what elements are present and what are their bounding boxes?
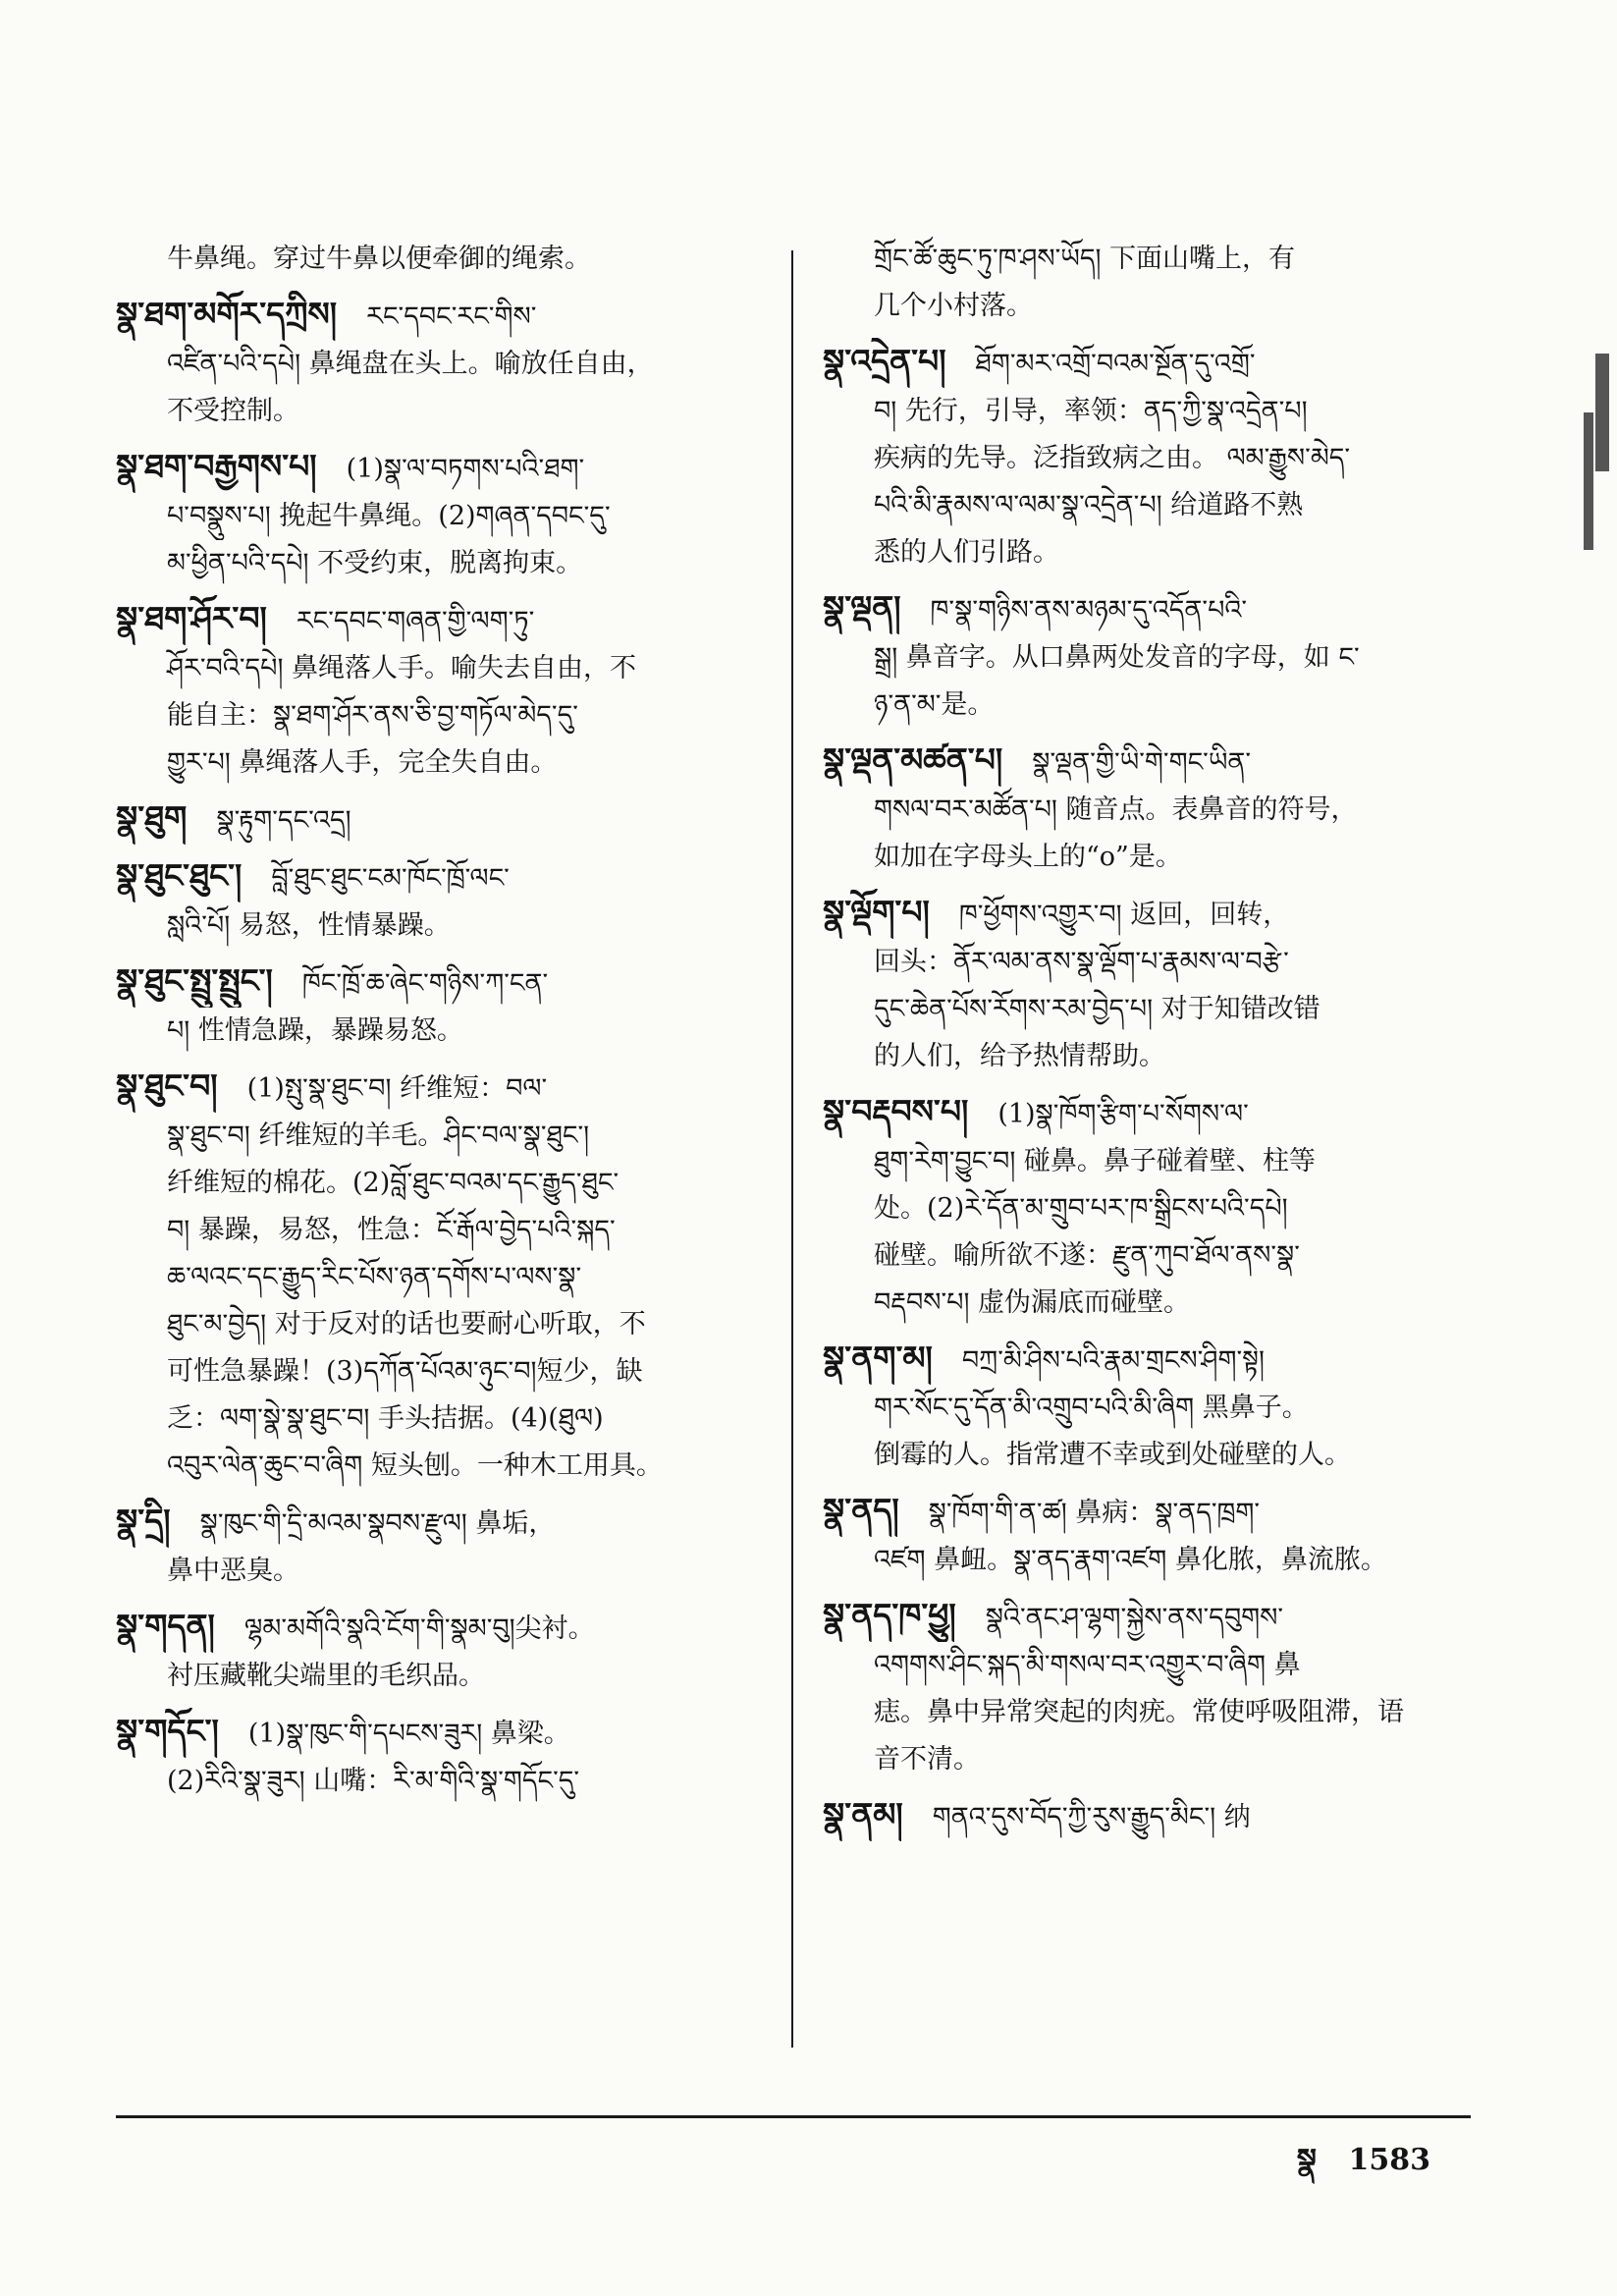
dictionary-entry [823, 1335, 1461, 1479]
entry-text: སྣ་ཁུང་གི་དྲི་མའམ་སྣབས་རྫུལ། 鼻垢， [199, 1508, 556, 1539]
dictionary-entry [116, 1603, 764, 1700]
scan-edge-mark [1584, 412, 1593, 550]
scan-edge-mark [1595, 354, 1609, 471]
entry-line [823, 682, 1461, 729]
entry-line [116, 645, 764, 692]
entry-text: སྣ་ཁོག་གི་ན་ཚ། 鼻病：སྣ་ནད་ཁྲག་ [928, 1498, 1261, 1528]
page-number: 1583 [1348, 2143, 1430, 2177]
entry-line [116, 443, 764, 493]
right-column [823, 236, 1461, 1849]
column-divider [791, 250, 793, 2048]
entry-text: གར་སོང་དུ་དོན་མི་འགྲུབ་པའི་མི་ཞིག 黑鼻子。 [874, 1393, 1309, 1423]
entry-text: པའི་མི་རྣམས་ལ་ལམ་སྣ་འདྲེན་པ། 给道路不熟 [874, 490, 1304, 520]
entry-text: 不受控制。 [167, 396, 299, 426]
entry-text: 几个小村落。 [874, 291, 1033, 321]
entry-line [823, 1487, 1461, 1537]
entry-headword: སྣ་དྲི། [116, 1502, 171, 1540]
entry-line [116, 291, 764, 341]
dictionary-entry [823, 1487, 1461, 1584]
entry-line [116, 1758, 764, 1805]
entry-text: གསལ་བར་མཚོན་པ། 随音点。表鼻音的符号， [874, 794, 1358, 825]
entry-text: ཐོག་མར་འགྲོ་བའམ་སྔོན་དུ་འགྲོ་ [975, 349, 1256, 379]
entry-headword: སྣ་ཐུང་ཐུང་། [116, 856, 243, 895]
entry-text: ཁ་སྣ་གཉིས་ནས་མཉམ་དུ་འདོན་པའི་ [930, 595, 1248, 626]
entry-line [116, 595, 764, 645]
entry-line [116, 493, 764, 540]
entry-text: ཁོང་ཁྲོ་ཆ་ཞེང་གཉིས་ཀ་ངན་ [301, 968, 549, 999]
entry-text: ཁ་ཕྱོགས་འགྱུར་བ། 返回，回转， [958, 900, 1290, 930]
entry-line [823, 338, 1461, 388]
entry-line [116, 1063, 764, 1113]
entry-line [116, 1113, 764, 1160]
entry-line [823, 283, 1461, 330]
entry-line [116, 1708, 764, 1758]
entry-line [823, 1185, 1461, 1232]
entry-headword: སྣ་ལྡན། [823, 588, 901, 627]
entry-headword: སྣ་བརྡབས་པ། [823, 1092, 969, 1130]
entry-text: 音不清。 [874, 1744, 980, 1775]
entry-text: 能自主：སྣ་ཐག་ཤོར་ནས་ཅི་བྱ་གཏོལ་མེད་དུ་ [167, 700, 578, 731]
entry-line [116, 1254, 764, 1301]
entry-line [116, 1207, 764, 1254]
entry-line [116, 341, 764, 388]
dictionary-entry [823, 236, 1461, 330]
entry-line [116, 794, 764, 845]
entry-line [823, 1537, 1461, 1584]
entry-line [116, 540, 764, 587]
entry-line [116, 957, 764, 1008]
entry-text: འཛག 鼻衄。སྣ་ནད་རྣག་འཛག 鼻化脓，鼻流脓。 [874, 1545, 1387, 1575]
entry-line [823, 1232, 1461, 1280]
entry-line [116, 1498, 764, 1548]
page-footer [1275, 2127, 1430, 2210]
entry-text: རང་དབང་གཞན་གྱི་ལག་ཏུ་ [296, 606, 535, 636]
dictionary-entry [823, 1791, 1461, 1841]
entry-text: གྱུར་པ། 鼻绳落人手，完全失自由。 [167, 747, 558, 778]
entry-text: 乏：ལག་སྣེ་སྣ་ཐུང་བ། 手头拮据。(4)(ཐུལ) [167, 1403, 604, 1434]
entry-text: ཆ་ལའང་དང་རྒྱུད་རིང་པོས་ཉན་དགོས་པ་ལས་སྣ་ [167, 1262, 582, 1292]
entry-text: འགགས་ཤིང་སྐད་མི་གསལ་བར་འགྱུར་བ་ཞིག 鼻 [874, 1650, 1301, 1680]
entry-text: མ་ཕྱིན་པའི་དཔེ། 不受约束，脱离拘束。 [167, 548, 583, 578]
entry-headword: སྣ་ཐུག [116, 798, 188, 837]
entry-text: 碰壁。喻所欲不遂：རྫུན་ཀུབ་ཐོལ་ནས་སྣ་ [874, 1240, 1300, 1271]
entry-text: (1)སྤུ་སྣ་ཐུང་བ། 纤维短：བལ་ [246, 1073, 548, 1104]
entry-text: སླའི་པོ། 易怒，性情暴躁。 [167, 910, 451, 941]
dictionary-entry [823, 584, 1461, 729]
entry-text: བློ་ཐུང་ཐུང་ངམ་ཁོང་ཁྲོ་ལང་ [271, 863, 510, 894]
entry-line [823, 787, 1461, 834]
entry-line [823, 236, 1461, 283]
entry-text: 可性急暴躁！(3)དཀོན་པོའམ་ཉུང་བ།短少，缺 [167, 1356, 643, 1387]
dictionary-entry [823, 737, 1461, 881]
dictionary-entry [116, 1063, 764, 1490]
dictionary-entry [116, 794, 764, 845]
entry-text: ཐུང་མ་བྱེད། 对于反对的话也要耐心听取，不 [167, 1309, 646, 1339]
entry-text: (2)རིའི་སྣ་ཟུར། 山嘴：རི་མ་གིའི་སྣ་གདོང་དུ་ [167, 1766, 580, 1796]
entry-text: 痣。鼻中异常突起的肉疣。常使呼吸阻滞，语 [874, 1697, 1404, 1727]
entry-text: རང་དབང་རང་གིས་ [366, 301, 537, 332]
entry-text: (1)སྣ་ཁུང་གི་དཔངས་ཟུར། 鼻梁。 [247, 1719, 570, 1749]
entry-text: 纤维短的棉花。(2)བློ་ཐུང་བའམ་དང་རྒྱུད་ཐུང་ [167, 1168, 620, 1198]
entry-line [823, 1385, 1461, 1432]
entry-headword: སྣ་ཐག་ཤོར་བ། [116, 599, 267, 637]
entry-line [116, 1548, 764, 1595]
entry-headword: སྣ་འདྲེན་པ། [823, 342, 946, 380]
entry-line [823, 1642, 1461, 1689]
entry-text: འཛིན་པའི་དཔེ། 鼻绳盘在头上。喻放任自由， [167, 349, 654, 379]
dictionary-entry [116, 1498, 764, 1595]
entry-headword: སྣ་ལྡོག་པ། [823, 893, 930, 931]
dictionary-entry [823, 338, 1461, 576]
entry-line [823, 1689, 1461, 1736]
entry-line [116, 1160, 764, 1207]
entry-line [823, 1736, 1461, 1783]
entry-line [116, 1603, 764, 1653]
entry-line [823, 634, 1461, 682]
entry-line [823, 939, 1461, 986]
entry-line [116, 852, 764, 902]
entry-text: བ། 先行，引导，率领：ནད་ཀྱི་སྣ་འདྲེན་པ། [874, 396, 1308, 426]
entry-line [823, 1088, 1461, 1138]
entry-line [823, 1592, 1461, 1642]
entry-headword: སྣ་གདོང་། [116, 1712, 219, 1750]
entry-text: 倒霉的人。指常遭不幸或到处碰壁的人。 [874, 1440, 1351, 1470]
left-column [116, 236, 764, 1813]
entry-text: པ། 性情急躁，暴躁易怒。 [167, 1015, 463, 1046]
entry-text: བརྡབས་པ། 虚伪漏底而碰壁。 [874, 1287, 1191, 1318]
entry-text: བཀྲ་མི་ཤིས་པའི་རྣམ་གྲངས་ཤིག་སྟེ། [961, 1345, 1266, 1376]
entry-line [116, 902, 764, 950]
entry-line [823, 435, 1461, 482]
entry-line [116, 1348, 764, 1395]
entry-line [823, 1138, 1461, 1185]
entry-text: ཐུག་རེག་བྱུང་བ། 碰鼻。鼻子碰着壁、柱等 [874, 1146, 1316, 1176]
entry-line [823, 388, 1461, 435]
entry-text: པ་བསྣུས་པ། 挽起牛鼻绳。(2)གཞན་དབང་དུ་ [167, 501, 611, 531]
entry-headword: སྣ་ནམ། [823, 1795, 903, 1833]
entry-headword: སྣ་ལྡན་མཚན་པ། [823, 740, 1003, 779]
entry-line [116, 692, 764, 739]
entry-line [116, 1008, 764, 1055]
entry-line [823, 529, 1461, 576]
entry-line [823, 986, 1461, 1033]
dictionary-entry [823, 1088, 1461, 1327]
entry-text: 的人们，给予热情帮助。 [874, 1041, 1165, 1071]
running-head: སྣ [1296, 2143, 1318, 2177]
entry-text: སྣ་རྟུག་དང་འདྲ། [216, 805, 351, 836]
entry-text: 处。(2)རེ་དོན་མ་གྲུབ་པར་ཁ་སྒྲིངས་པའི་དཔེ། [874, 1193, 1288, 1224]
entry-line [116, 236, 764, 283]
entry-text: (1)སྣ་ལ་བཏགས་པའི་ཐག་ [346, 454, 585, 484]
entry-text: སྣ་ལྡན་གྱི་ཡི་གེ་གང་ཡིན་ [1032, 747, 1252, 778]
entry-line [116, 1443, 764, 1490]
entry-text: ལྷམ་མགོའི་སྣའི་ངོག་གི་སྣམ་བུ།尖衬。 [243, 1613, 595, 1644]
entry-headword: སྣ་ཐུང་སྤྲུ་སྤྲུང་། [116, 961, 273, 1000]
entry-line [823, 482, 1461, 529]
entry-line [116, 1653, 764, 1700]
entry-headword: སྣ་ནད་ཁ་ཕྱུ། [823, 1596, 956, 1634]
entry-line [823, 737, 1461, 787]
entry-line [116, 739, 764, 787]
entry-line [823, 1033, 1461, 1080]
entry-text: སྣ་ཐུང་བ། 纤维短的羊毛。ཤིང་བལ་སྣ་ཐུང་། [167, 1121, 590, 1151]
entry-line [116, 1395, 764, 1443]
dictionary-entry [116, 1708, 764, 1805]
entry-text: 衬压藏靴尖端里的毛织品。 [167, 1661, 485, 1691]
entry-headword: སྣ་ནག་མ། [823, 1339, 933, 1377]
entry-headword: སྣ་ཐག་མགོར་དཀྲིས། [116, 295, 338, 333]
entry-line [823, 584, 1461, 634]
entry-text: འབུར་ལེན་ཆུང་བ་ཞིག 短头刨。一种木工用具。 [167, 1450, 663, 1481]
dictionary-entry [823, 889, 1461, 1080]
dictionary-entry [116, 852, 764, 950]
entry-text: 鼻中恶臭。 [167, 1556, 299, 1586]
dictionary-entry [116, 443, 764, 587]
entry-text: གནའ་དུས་བོད་ཀྱི་རུས་རྒྱུད་མིང་། 纳 [932, 1802, 1251, 1832]
entry-text: ཉ་ན་མ་是。 [874, 689, 995, 720]
entry-line [116, 1301, 764, 1348]
dictionary-entry [116, 236, 764, 283]
entry-line [823, 1335, 1461, 1385]
dictionary-entry [823, 1592, 1461, 1783]
entry-line [823, 889, 1461, 939]
entry-text: 回头：ནོར་ལམ་ནས་སྣ་ལྡོག་པ་རྣམས་ལ་བརྩེ་ [874, 947, 1289, 977]
entry-line [823, 1791, 1461, 1841]
dictionary-entry [116, 291, 764, 435]
dictionary-entry [116, 957, 764, 1055]
entry-headword: སྣ་ཐག་བརྒྱགས་པ། [116, 447, 317, 485]
entry-text: བ། 暴躁，易怒，性急：ངོ་རྒོལ་བྱེད་པའི་སྐད་ [167, 1215, 616, 1245]
entry-text: སྣའི་ནང་ཤ་ལྷག་སྐྱེས་ནས་དབུགས་ [985, 1603, 1284, 1633]
entry-headword: སྣ་ནད། [823, 1491, 899, 1529]
entry-line [823, 1432, 1461, 1479]
entry-text: 如加在字母头上的“o”是。 [874, 842, 1182, 872]
entry-text: སྒྲ། 鼻音字。从口鼻两处发音的字母，如 ང་ [874, 642, 1360, 673]
entry-text: ཤོར་བའི་དཔེ། 鼻绳落人手。喻失去自由，不 [167, 653, 637, 683]
entry-text: གྲོང་ཚོ་ཆུང་ཏུ་ཁ་ཤས་ཡོད། 下面山嘴上，有 [874, 244, 1296, 274]
entry-headword: སྣ་ཐུང་བ། [116, 1066, 218, 1105]
entry-text: 疾病的先导。泛指致病之由。 ལམ་རྒྱུས་མེད་ [874, 443, 1351, 473]
entry-line [823, 834, 1461, 881]
footer-rule [116, 2115, 1471, 2118]
entry-line [823, 1280, 1461, 1327]
entry-text: 悉的人们引路。 [874, 537, 1059, 568]
entry-line [116, 388, 764, 435]
entry-text: (1)སྣ་ཁོག་རྩིག་པ་སོགས་ལ་ [997, 1099, 1249, 1129]
entry-text: དུང་ཆེན་པོས་རོགས་རམ་བྱེད་པ། 对于知错改错 [874, 994, 1321, 1024]
entry-headword: སྣ་གདན། [116, 1607, 215, 1645]
dictionary-entry [116, 595, 764, 787]
entry-text: 牛鼻绳。穿过牛鼻以便牵御的绳索。 [167, 244, 591, 274]
